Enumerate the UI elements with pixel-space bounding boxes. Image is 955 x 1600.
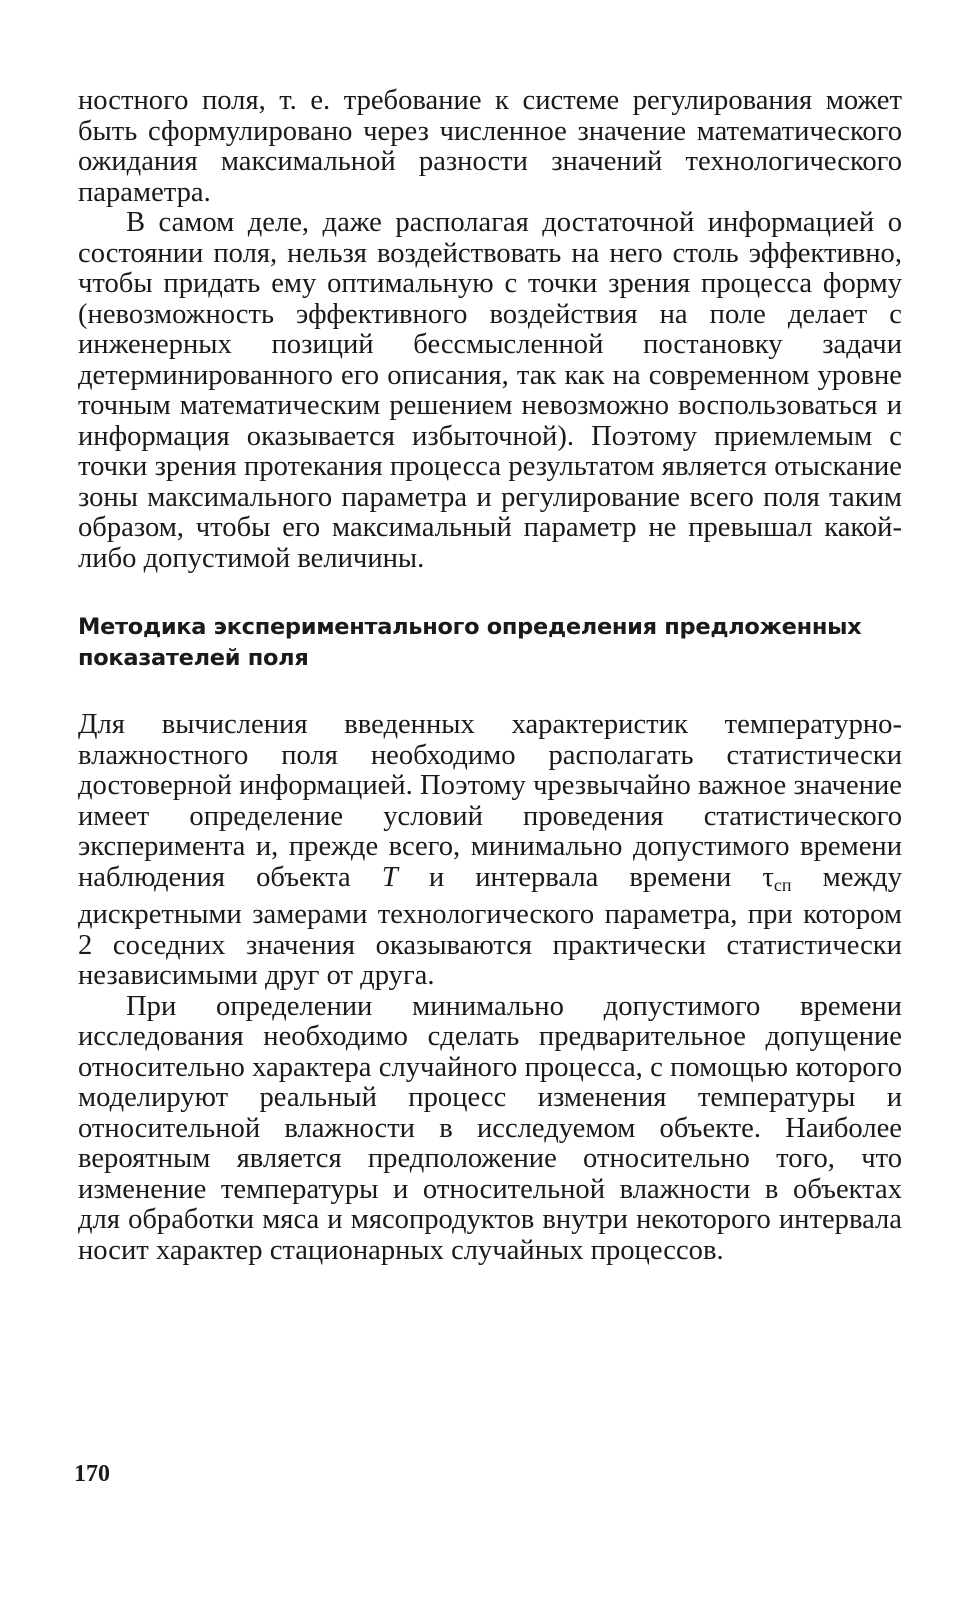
section-heading: Методика экспериментального определения предложенных показателей поля xyxy=(78,614,862,671)
paragraph-text-part-3: между дискретными замерами технологического параметра, при котором 2 соседних значения оказываются практически статистически независимыми друг от друга. xyxy=(78,861,902,991)
symbol-T: T xyxy=(381,861,398,893)
symbol-tau: τ xyxy=(762,861,774,893)
book-page xyxy=(78,78,902,1266)
paragraph-field-control: В самом деле, даже располагая достаточной информацией о состоянии поля, нельзя воздействовать на него столь эффективно, чтобы придать ему оптимальную с точки зрения процесса форму (невозможность эффективного воздействия на поле делает с инженерных позиций бессмысленной постановку задачи детерминированного его описания, так как на современном уровне точным математическим решением невозможно воспользоваться и информация оказывается избыточной). Поэтому приемлемым с точки зрения протекания процесса результатом является отыскание зоны максимального параметра и регулирование всего поля таким образом, чтобы его максимальный параметр не превышал какой-либо допустимой величины. xyxy=(78,207,902,574)
page-number: 170 xyxy=(74,1461,110,1487)
paragraph-continuation: ностного поля, т. е. требование к системе регулирования может быть сформулировано через численное значение математического ожидания максимальной разности значений технологического параметра. xyxy=(78,85,902,208)
paragraph-statistical-experiment xyxy=(78,710,902,992)
paragraph-text-part-1: Для вычисления введенных характеристик температурно-влажностного поля необходимо располагать статистически достоверной информацией. Поэтому чрезвычайно важное значение имеет определение условий проведения статистического эксперимента и, прежде всего, минимально допустимого времени наблюдения объекта xyxy=(78,709,902,893)
paragraph-text-part-2: и интервала времени xyxy=(397,861,763,893)
symbol-tau-subscript: сп xyxy=(773,874,792,895)
paragraph-random-process: При определении минимально допустимого времени исследования необходимо сделать предварительное допущение относительно характера случайного процесса, с помощью которого моделируют реальный процесс изменения температуры и относительной влажности в исследуемом объекте. Наиболее вероятным является предположение относительно того, что изменение температуры и относительной влажности в объектах для обработки мяса и мясопродуктов внутри некоторого интервала носит характер стационарных случайных процессов. xyxy=(78,990,902,1266)
